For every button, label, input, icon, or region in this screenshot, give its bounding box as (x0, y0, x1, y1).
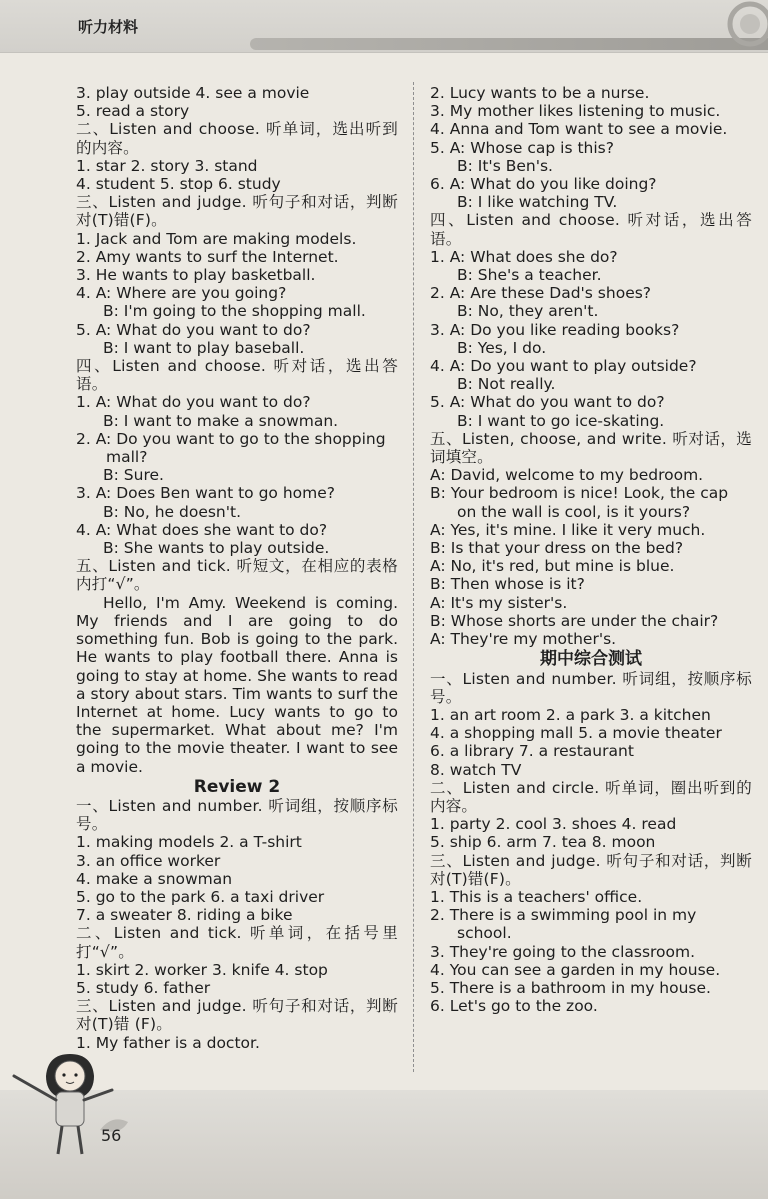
passage-text: Hello, I'm Amy. Weekend is coming. My friends and I are going to do something fun. Bob is going to the park. He wants to play football there. Anna is going to stay at home. She wants to read a story about stars. Tim wants to surf the Internet at home. Lucy wants to go to the supermarket. What about me? I'm going to the movie theater. I want to see a movie. (76, 593, 398, 776)
text-line: B: Whose shorts are under the chair? (430, 611, 719, 630)
text-line: A: David, welcome to my bedroom. (430, 466, 704, 485)
text-line: B: I want to make a snowman. (103, 411, 339, 430)
text-line: 4. Anna and Tom want to see a movie. (430, 120, 728, 139)
text-line: 1. Jack and Tom are making models. (76, 229, 357, 248)
text-line: A: No, it's red, but mine is blue. (430, 557, 675, 576)
section-title: 听力材料 (78, 18, 139, 36)
text-line: 4. A: Do you want to play outside? (430, 357, 697, 376)
text-line: 1. skirt 2. worker 3. knife 4. stop (76, 960, 328, 979)
text-line: 5. A: What do you want to do? (76, 320, 311, 339)
right-column (430, 84, 752, 1015)
text-line: 8. watch TV (430, 760, 522, 779)
text-line: A: It's my sister's. (430, 593, 568, 612)
text-line: 6. A: What do you like doing? (430, 175, 657, 194)
text-line: 1. This is a teachers' office. (430, 887, 643, 906)
text-line: 7. a sweater 8. riding a bike (76, 906, 293, 925)
text-line: B: I'm going to the shopping mall. (103, 302, 366, 321)
text-line: 4. A: Where are you going? (76, 284, 287, 303)
column-divider (413, 82, 414, 1072)
text-line: 6. a library 7. a restaurant (430, 742, 634, 761)
text-line: 1. A: What do you want to do? (76, 393, 311, 412)
text-line: 3. A: Does Ben want to go home? (76, 484, 335, 503)
text-line: 3. He wants to play basketball. (76, 266, 316, 285)
text-line: 4. A: What does she want to do? (76, 520, 328, 539)
text-line: 5. go to the park 6. a taxi driver (76, 887, 325, 906)
text-line: 2. There is a swimming pool in my (430, 906, 697, 925)
section-heading: 五、Listen, choose, and write. 听对话，选词填空。 (430, 429, 752, 467)
text-line: 1. party 2. cool 3. shoes 4. read (430, 815, 677, 834)
text-line: B: Is that your dress on the bed? (430, 539, 684, 558)
text-line: B: I want to go ice-skating. (457, 411, 665, 430)
text-line: 2. A: Are these Dad's shoes? (430, 284, 652, 303)
text-line: 4. You can see a garden in my house. (430, 960, 721, 979)
text-line: B: I want to play baseball. (103, 338, 305, 357)
text-line: 5. ship 6. arm 7. tea 8. moon (430, 833, 656, 852)
page-header (0, 0, 768, 53)
listening-passage (76, 594, 398, 776)
section-heading: 三、Listen and judge. 听句子和对话，判断对(T)错 (F)。 (76, 997, 398, 1034)
text-line: 1. an art room 2. a park 3. a kitchen (430, 705, 711, 724)
text-line: 3. play outside 4. see a movie (76, 84, 310, 102)
text-line: 1. making models 2. a T-shirt (76, 833, 302, 852)
section-heading: 二、Listen and circle. 听单词，圈出听到的内容。 (430, 778, 752, 815)
text-line: B: Sure. (103, 466, 164, 485)
text-line: 5. There is a bathroom in my house. (430, 978, 711, 997)
text-line: 3. A: Do you like reading books? (430, 320, 680, 339)
unit-title: 期中综合测试 (540, 649, 642, 670)
text-line: B: I like watching TV. (457, 193, 618, 212)
text-line: A: They're my mother's. (430, 630, 617, 649)
section-heading: 一、Listen and number. 听词组，按顺序标号。 (430, 669, 752, 706)
page-number: 56 (101, 1126, 122, 1145)
section-heading: 二、Listen and choose. 听单词，选出听到的内容。 (76, 120, 398, 157)
section-heading: 五、Listen and tick. 听短文，在相应的表格内打“√”。 (76, 557, 398, 594)
text-line: B: She's a teacher. (457, 266, 602, 285)
text-line: B: She wants to play outside. (103, 539, 330, 558)
text-line: B: No, they aren't. (457, 302, 599, 321)
text-line: 5. read a story (76, 102, 190, 121)
text-line: 6. Let's go to the zoo. (430, 997, 598, 1016)
text-line: B: Your bedroom is nice! Look, the cap (430, 484, 729, 503)
text-line: A: Yes, it's mine. I like it very much. (430, 520, 706, 539)
unit-title: Review 2 (193, 776, 281, 797)
girl-cartoon-icon (0, 1020, 150, 1160)
text-line: B: It's Ben's. (457, 156, 553, 175)
section-heading: 三、Listen and judge. 听句子和对话，判断对(T)错(F)。 (76, 193, 398, 230)
text-line: B: Then whose is it? (430, 575, 585, 594)
section-heading: 二、Listen and tick. 听单词，在括号里打“√”。 (76, 924, 398, 961)
text-line: 4. student 5. stop 6. study (76, 175, 281, 194)
text-line: 4. a shopping mall 5. a movie theater (430, 724, 722, 743)
text-line: 1. A: What does she do? (430, 247, 618, 266)
text-line: B: Not really. (457, 375, 556, 394)
section-heading: 一、Listen and number. 听词组，按顺序标号。 (76, 796, 398, 834)
text-line: 3. My mother likes listening to music. (430, 102, 721, 121)
text-line: B: No, he doesn't. (103, 502, 242, 521)
text-line: on the wall is cool, is it yours? (457, 502, 691, 521)
text-line: 2. Amy wants to surf the Internet. (76, 247, 339, 266)
text-line: school. (457, 924, 512, 943)
section-heading: 四、Listen and choose. 听对话，选出答语。 (430, 211, 752, 248)
text-line: mall? (106, 448, 148, 467)
text-line: 1. star 2. story 3. stand (76, 156, 258, 175)
text-line: 2. Lucy wants to be a nurse. (430, 84, 650, 102)
swirl-logo-icon (720, 0, 768, 52)
text-line: 4. make a snowman (76, 869, 233, 888)
text-line: 2. A: Do you want to go to the shopping (76, 429, 386, 448)
text-line: 3. an office worker (76, 851, 221, 870)
text-line: 3. They're going to the classroom. (430, 942, 696, 961)
text-line: 5. A: What do you want to do? (430, 393, 665, 412)
section-heading: 四、Listen and choose. 听对话，选出答语。 (76, 357, 398, 394)
text-line: B: Yes, I do. (457, 338, 547, 357)
text-line: 1. My father is a doctor. (76, 1033, 260, 1052)
section-heading: 三、Listen and judge. 听句子和对话，判断对(T)错(F)。 (430, 851, 752, 888)
header-stripe (250, 38, 768, 50)
text-line: 5. study 6. father (76, 978, 211, 997)
text-line: 5. A: Whose cap is this? (430, 138, 614, 157)
left-column (76, 84, 398, 1052)
